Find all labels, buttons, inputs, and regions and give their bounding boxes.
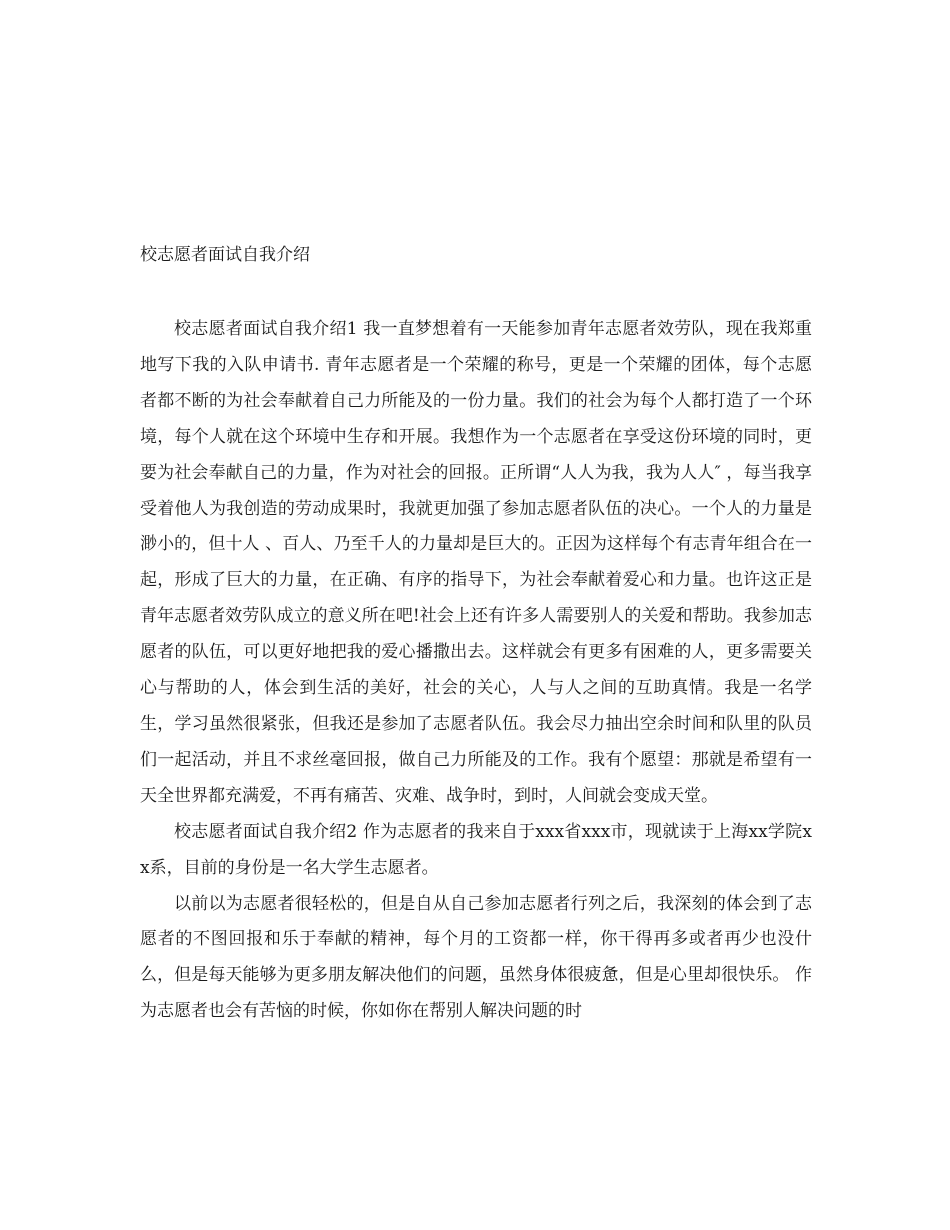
document-body xyxy=(140,312,812,1030)
paragraph-intro-1: 校志愿者面试自我介绍1 我一直梦想着有一天能参加青年志愿者效劳队，现在我郑重地写下我的入队申请书. 青年志愿者是一个荣耀的称号，更是一个荣耀的团体，每个志愿者都不断的为社会奉献着自己力所能及的一份力量。我们的社会为每个人都打造了一个环境，每个人就在这个环境中生存和开展。我想作为一个志愿者在享受这份环境的同时，更要为社会奉献自己的力量，作为对社会的回报。正所谓“人人为我，我为人人″ ，每当我享受着他人为我创造的劳动成果时，我就更加强了参加志愿者队伍的决心。一个人的力量是渺小的，但十人 、百人、乃至千人的力量却是巨大的。正因为这样每个有志青年组合在一起，形成了巨大的力量，在正确、有序的指导下，为社会奉献着爱心和力量。也许这正是青年志愿者效劳队成立的意义所在吧!社会上还有许多人需要别人的关爱和帮助。我参加志愿者的队伍，可以更好地把我的爱心播撒出去。这样就会有更多有困难的人，更多需要关心与帮助的人，体会到生活的美好，社会的关心，人与人之间的互助真情。我是一名学生，学习虽然很紧张，但我还是参加了志愿者队伍。我会尽力抽出空余时间和队里的队员们一起活动，并且不求丝毫回报，做自己力所能及的工作。我有个愿望：那就是希望有一天全世界都充满爱，不再有痛苦、灾难、战争时，到时，人间就会变成天堂。 xyxy=(140,319,812,806)
paragraph-intro-2-continued: 以前以为志愿者很轻松的，但是自从自己参加志愿者行列之后，我深刻的体会到了志愿者的不图回报和乐于奉献的精神，每个月的工资都一样，你干得再多或者再少也没什么，但是每天能够为更多朋友解决他们的问题，虽然身体很疲惫，但是心里却很快乐。 作为志愿者也会有苦恼的时候，你如你在帮别人解决问题的时 xyxy=(140,893,812,1022)
paragraph-intro-2: 校志愿者面试自我介绍2 作为志愿者的我来自于xxx省xxx市，现就读于上海xx学院xx系，目前的身份是一名大学生志愿者。 xyxy=(140,821,812,878)
document-title: 校志愿者面试自我介绍 xyxy=(140,245,310,265)
